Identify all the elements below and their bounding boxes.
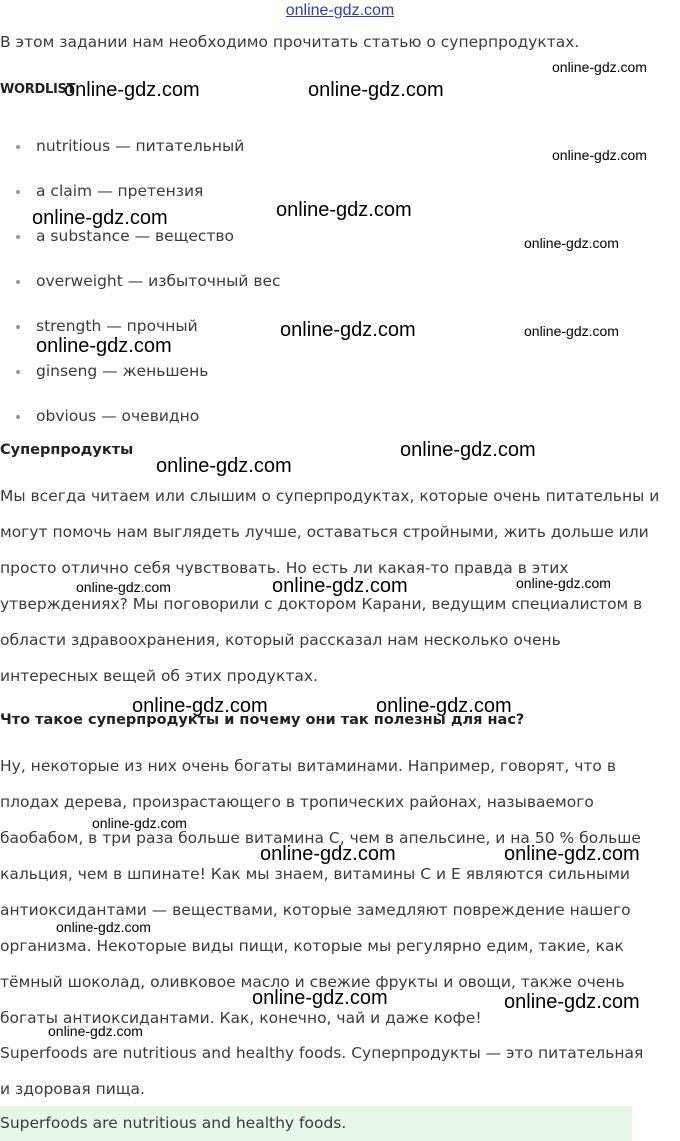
paragraph-line: баобабом, в три раза больше витамина С, чем в апельсине, и на 50 % больше bbox=[0, 829, 641, 847]
watermark: online-gdz.com bbox=[276, 199, 412, 221]
watermark: online-gdz.com bbox=[400, 439, 536, 461]
watermark: online-gdz.com bbox=[56, 919, 151, 935]
watermark: online-gdz.com bbox=[48, 1023, 143, 1039]
watermark: online-gdz.com bbox=[36, 335, 172, 357]
watermark: online-gdz.com bbox=[516, 575, 611, 591]
watermark: online-gdz.com bbox=[280, 319, 416, 341]
translation-line: и здоровая пища. bbox=[0, 1080, 145, 1098]
bullet-icon bbox=[16, 145, 20, 149]
paragraph-line: антиоксидантами — веществами, которые замедляют повреждение нашего bbox=[0, 901, 631, 919]
list-item: a substance — вещество bbox=[18, 227, 216, 245]
watermark: online-gdz.com bbox=[504, 843, 640, 865]
section-title-superfoods: Суперпродукты bbox=[0, 442, 134, 458]
paragraph-line: могут помочь нам выглядеть лучше, оставаться стройными, жить дольше или bbox=[0, 523, 649, 541]
paragraph-line: богаты антиоксидантами. Как, конечно, чай и даже кофе! bbox=[0, 1009, 482, 1027]
watermark: online-gdz.com bbox=[32, 207, 168, 229]
bullet-icon bbox=[16, 235, 20, 239]
watermark: online-gdz.com bbox=[260, 843, 396, 865]
translation-line: Superfoods are nutritious and healthy foods. Суперпродукты — это питательная bbox=[0, 1044, 644, 1062]
paragraph-line: просто отлично себя чувствовать. Но есть ли какая-то правда в этих bbox=[0, 559, 569, 577]
watermark: online-gdz.com bbox=[132, 695, 268, 717]
list-item: a claim — претензия bbox=[18, 182, 185, 200]
watermark: online-gdz.com bbox=[92, 815, 187, 831]
watermark: online-gdz.com bbox=[308, 79, 444, 101]
watermark: online-gdz.com bbox=[76, 579, 171, 595]
list-item: strength — прочный bbox=[18, 317, 180, 335]
list-item: ginseng — женьшень bbox=[18, 362, 190, 380]
paragraph-line: утверждениях? Мы поговорили с доктором Карани, ведущим специалистом в bbox=[0, 595, 643, 613]
bullet-icon bbox=[16, 280, 20, 284]
watermark: online-gdz.com bbox=[252, 987, 388, 1009]
paragraph-line: области здравоохранения, который рассказал нам несколько очень bbox=[0, 631, 561, 649]
intro-text: В этом задании нам необходимо прочитать статью о суперпродуктах. bbox=[0, 33, 580, 51]
watermark: online-gdz.com bbox=[504, 991, 640, 1013]
list-item: nutritious — питательный bbox=[18, 137, 226, 155]
watermark: online-gdz.com bbox=[524, 235, 619, 251]
watermark: online-gdz.com bbox=[524, 323, 619, 339]
watermark: online-gdz.com bbox=[272, 575, 408, 597]
paragraph-line: Ну, некоторые из них очень богаты витаминами. Например, говорят, что в bbox=[0, 757, 616, 775]
bullet-icon bbox=[16, 325, 20, 329]
watermark: online-gdz.com bbox=[552, 147, 647, 163]
list-item: obvious — очевидно bbox=[18, 407, 181, 425]
watermark: online-gdz.com bbox=[64, 79, 200, 101]
section-title-question: Что такое суперпродукты и почему они так полезны для нас? bbox=[0, 712, 525, 728]
site-header-link[interactable]: online-gdz.com bbox=[285, 2, 395, 19]
answer-box bbox=[0, 1106, 632, 1141]
wordlist-heading: WORDLIST bbox=[0, 82, 76, 97]
paragraph-line: тёмный шоколад, оливковое масло и свежие фрукты и овощи, также очень bbox=[0, 973, 625, 991]
paragraph-line: кальция, чем в шпинате! Как мы знаем, витамины С и Е являются сильными bbox=[0, 865, 631, 883]
paragraph-line: организма. Некоторые виды пищи, которые мы регулярно едим, такие, как bbox=[0, 937, 624, 955]
paragraph-line: интересных вещей об этих продуктах. bbox=[0, 667, 318, 685]
watermark: online-gdz.com bbox=[552, 59, 647, 75]
bullet-icon bbox=[16, 370, 20, 374]
answer-text: Superfoods are nutritious and healthy foods. bbox=[0, 1114, 347, 1132]
paragraph-line: Мы всегда читаем или слышим о суперпродуктах, которые очень питательны и bbox=[0, 487, 660, 505]
bullet-icon bbox=[16, 415, 20, 419]
bullet-icon bbox=[16, 190, 20, 194]
paragraph-line: плодах дерева, произрастающего в тропических районах, называемого bbox=[0, 793, 594, 811]
watermark: online-gdz.com bbox=[156, 455, 292, 477]
list-item: overweight — избыточный вес bbox=[18, 272, 263, 290]
watermark: online-gdz.com bbox=[376, 695, 512, 717]
